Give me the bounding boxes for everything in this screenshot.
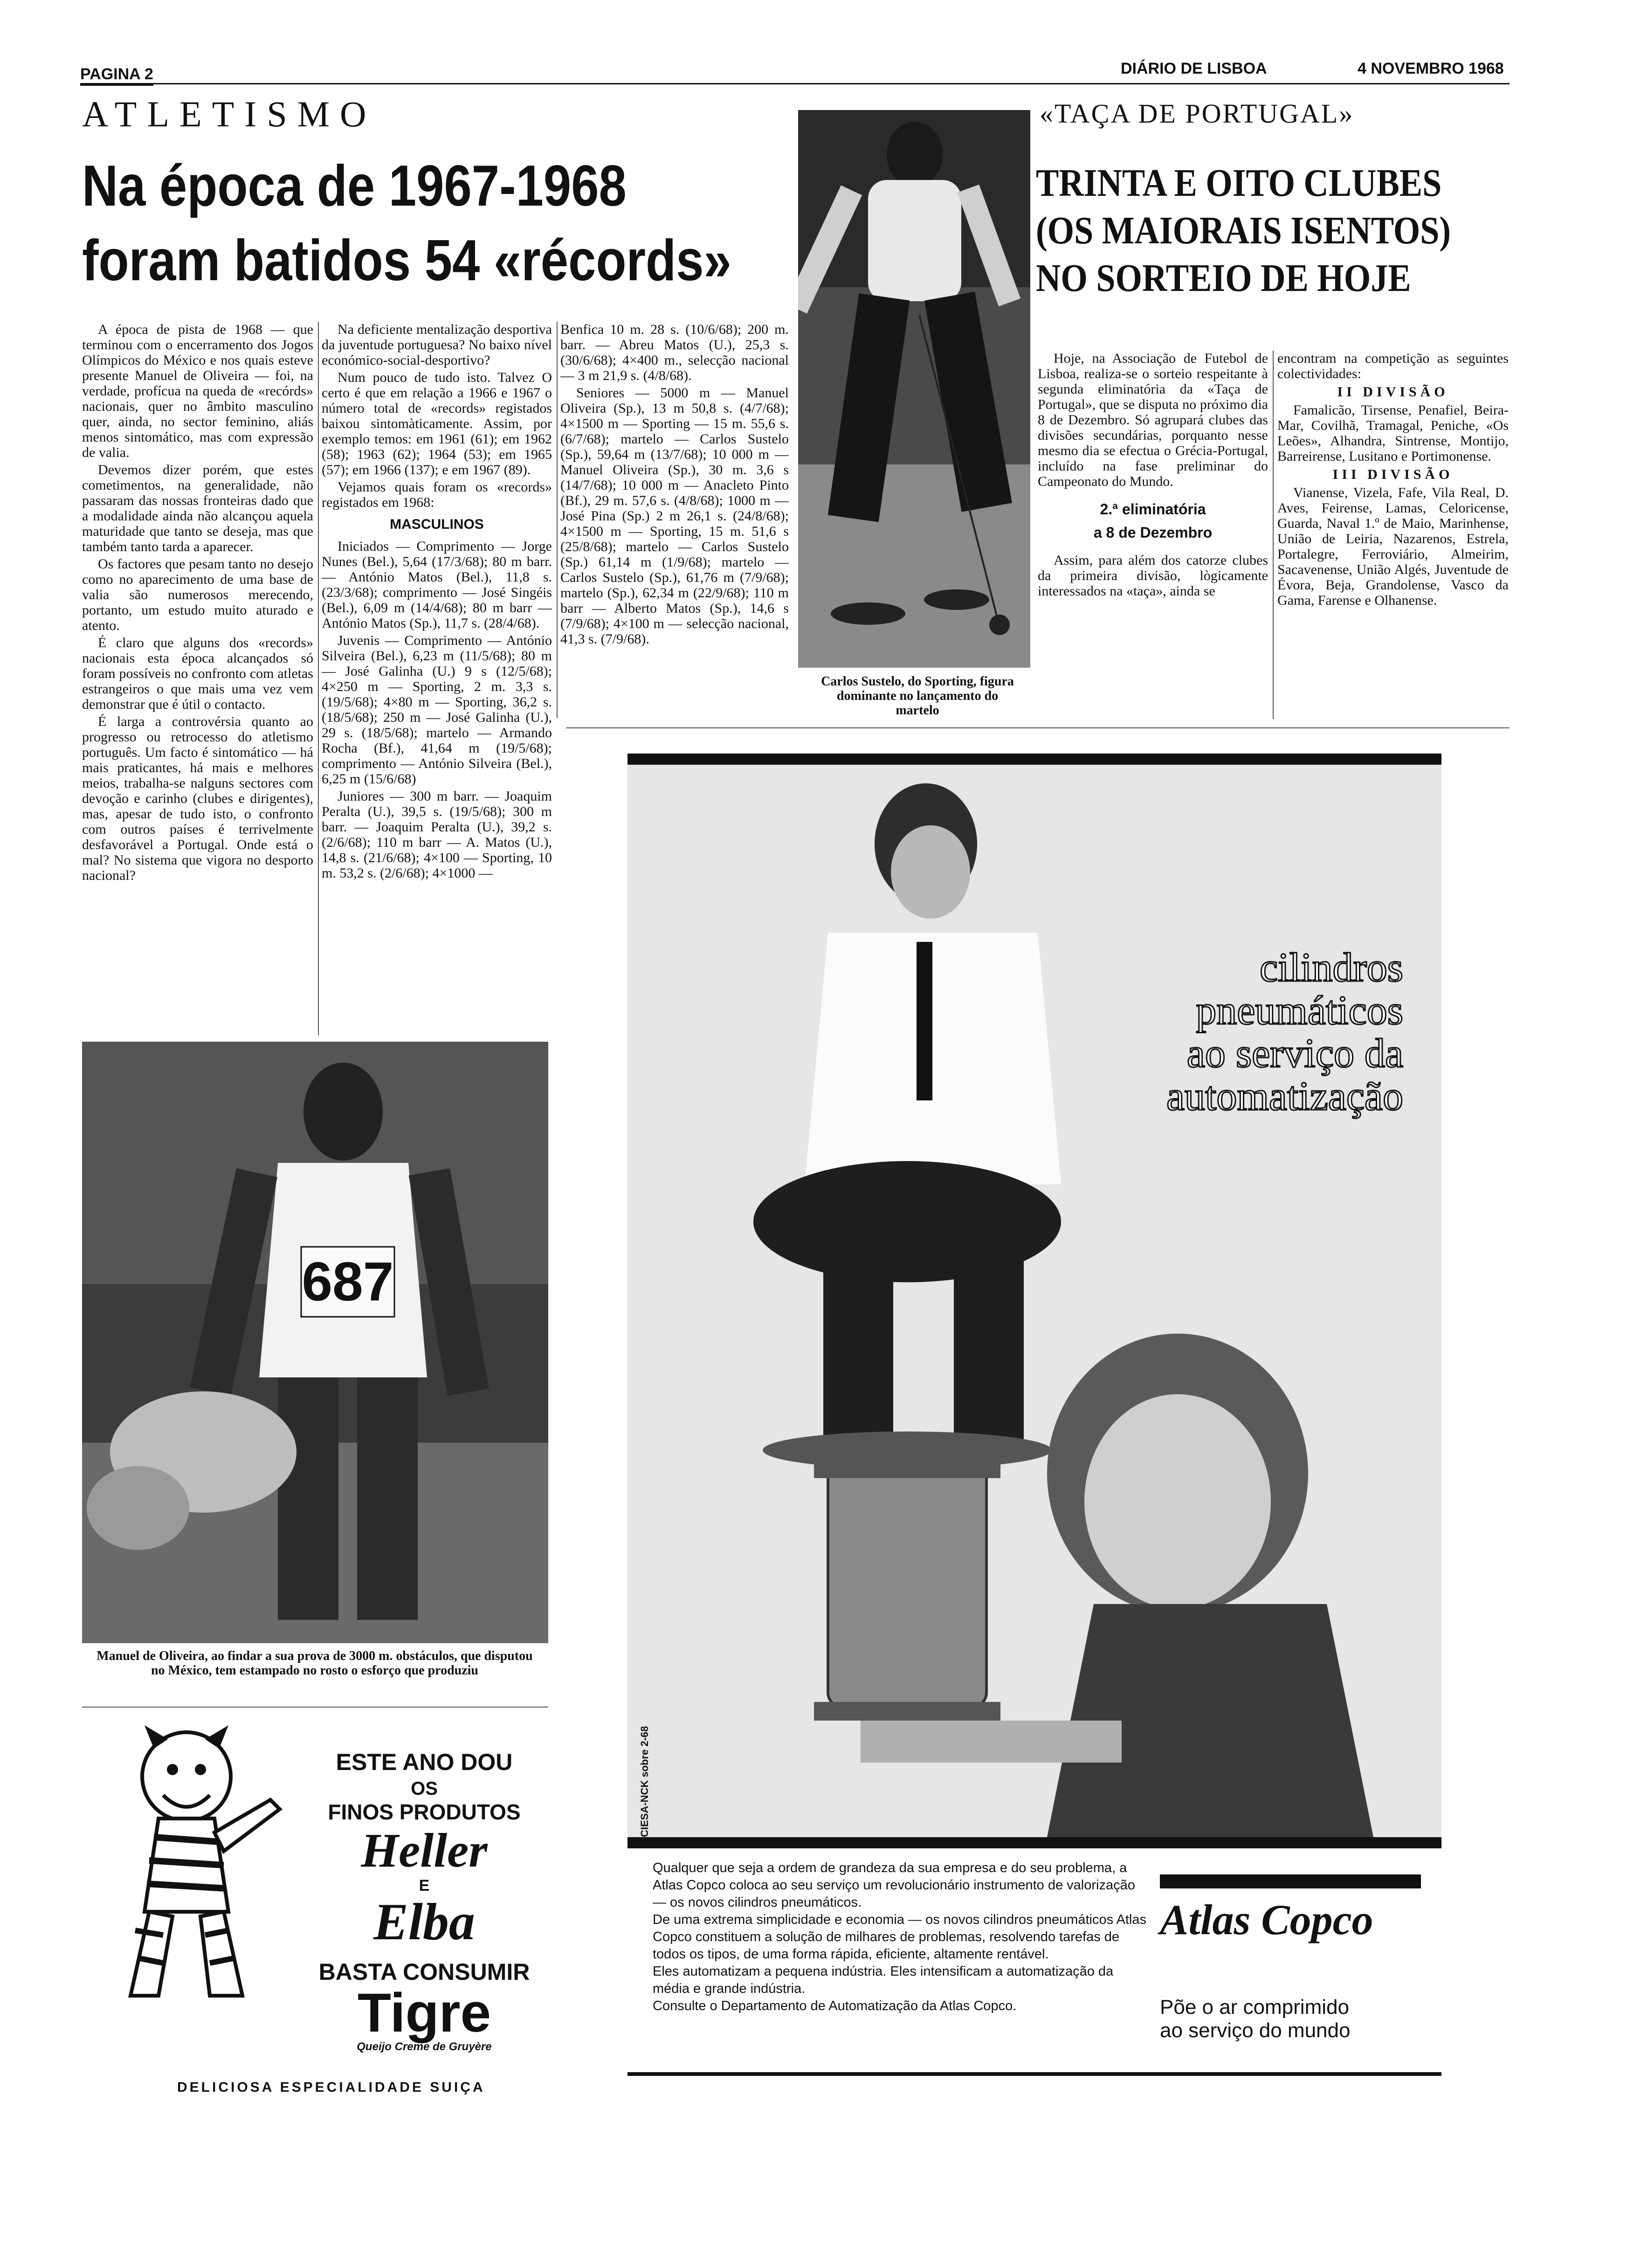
atlas-ad-copy: [653, 1860, 1147, 2015]
article-column-3: [560, 322, 789, 723]
brand-rule: [1160, 1874, 1421, 1888]
paragraph: Devemos dizer porém, que estes cometimentos, na generalidade, não passaram das nossas fronteiras dado que a modalidade ainda não alcançou aquela maturidade que tanto se deseja, mas que também tanto tarda a aparecer.: [82, 462, 313, 554]
tigre-line-2: OS: [411, 1778, 438, 1799]
ad-headline-line-3: ao serviço da: [1186, 1031, 1403, 1076]
tigre-footer: DELICIOSA ESPECIALIDADE SUIÇA: [177, 2080, 485, 2095]
elba-logo: Elba: [373, 1893, 475, 1951]
ad-copy-paragraph: Consulte o Departamento de Automatização da Atlas Copco.: [653, 1998, 1017, 2013]
ad-headline-line-1: cilindros: [1260, 945, 1403, 990]
paragraph: Num pouco de tudo isto. Talvez O certo é que em relação a 1966 e 1967 o número total de «records» registados baixou sintomàticamente. Assim, por exemplo temos: em 1961 (61); em 1962 (58); 1963 (62); 1964 (53); em 1965 (57); em 1966 (137); e em 1967 (89).: [322, 370, 552, 477]
hammer-thrower-photo: [798, 110, 1030, 668]
paragraph: Os factores que pesam tanto no desejo como no aparecimento de uma base de valia são numerosos merecendo, portanto, um estudo muito aturado e atento.: [82, 556, 313, 633]
ad-bottom-bar: [627, 1837, 1441, 1848]
issue-date: 4 NOVEMBRO 1968: [1358, 60, 1504, 77]
tigre-ad-copy: [303, 1749, 545, 2054]
taca-continuation: encontram na competição as seguintes colectividades:: [1277, 351, 1509, 381]
ad-headline-line-2: pneumáticos: [1196, 988, 1403, 1033]
runner-photo-caption: Manuel de Oliveira, ao findar a sua prova de 3000 m. obstáculos, que disputou no México, tem estampado no rosto o esforço que produziu: [97, 1649, 533, 1678]
tiger-mascot-icon: [103, 1716, 298, 2014]
records-seniores: Seniores — 5000 m — Manuel Oliveira (Sp.), 13 m 50,8 s. (4/7/68); 4×1500 m — Sporting — 15 m. 55,6 s. (6/7/68); martelo — Carlos Sustelo (Sp.), 59,64 m (13/7/68); 10 000 m — Manuel Oliveira (Sp.), 30 m. 3,6 s (14/7/68); 10 000 m — Anacleto Pinto (Bf.), 29 m. 57,6 s. (4/8/68); 1000 m — José Pina (Sp.) 2 m 26,1 s. (24/8/68); 4×1500 m — Sporting, 15 m. 51,6 s (25/8/68); martelo — Carlos Sustelo (Sp.) 61,14 m (1/9/68); martelo — Carlos Sustelo (Sp.), 61,76 m (7/9/68); martelo (Sp.), 62,34 m (22/9/68); 110 m barr — Alberto Matos (Sp.), 14,6 s (7/9/68); 4×100 m — selecção nacional, 41,3 s. (7/9/68).: [560, 385, 789, 647]
headline-line-1: Na época de 1967-1968: [82, 154, 627, 218]
taca-headline: [1036, 159, 1507, 302]
ad-agency-credit: CIESA-NCK sobre 2-68: [639, 1726, 650, 1837]
ad-copy-paragraph: Eles automatizam a pequena indústria. Eles intensificam a automatização da média e grande indústria.: [653, 1964, 1114, 1996]
paragraph: Na deficiente mentalização desportiva da juventude portuguesa? No baixo nível económico-social-desportivo?: [322, 322, 552, 368]
taca-headline-line-2: (OS MAIORAIS ISENTOS): [1036, 209, 1451, 252]
division-3-clubs: Vianense, Vizela, Fafe, Vila Real, D. Aves, Feirense, Lamas, Celoricense, Guarda, Naval 1.º de Maio, Marinhense, União de Leiria, Nazarenos, Estrela, Portalegre, Ferroviário, Almeirim, Sacavenense, União Algés, Juventude de Évora, Beja, Grandolense, Vasco da Gama, Farense e Olhanense.: [1277, 485, 1509, 608]
taca-column-1: [1038, 351, 1268, 724]
taca-paragraph: Assim, para além dos catorze clubes da primeira divisão, lògicamente interessados na «taça», ainda se: [1038, 553, 1268, 599]
runner-photo: [82, 1042, 548, 1643]
tigre-conjunction: E: [419, 1877, 430, 1895]
runner-image: [82, 1042, 548, 1643]
division-3-title: III DIVISÃO: [1332, 467, 1454, 482]
paragraph: É larga a controvérsia quanto ao progresso ou retrocesso do atletismo português. Um facto é sintomático — há mais praticantes, há mais e melhores meios, trabalha-se nalguns sectores com devoção e carinho (clubes e dirigentes), mas, apesar de tudo isto, o confronto com outros países é terrivelmente desfavorável a Portugal. Onde está o mal? No sistema que vigora no desporto nacional?: [82, 714, 313, 883]
headline-line-2: foram batidos 54 «récords»: [82, 228, 731, 293]
paragraph: Vejamos quais foram os «records» registados em 1968:: [322, 479, 552, 510]
division-2-title: II DIVISÃO: [1337, 384, 1449, 400]
tigre-line-1: ESTE ANO DOU: [336, 1749, 513, 1775]
tiger-illustration: [103, 1716, 298, 2014]
tigre-line-3: FINOS PRODUTOS: [328, 1800, 521, 1824]
paragraph: É claro que alguns dos «records» nacionais esta época alcançados só foram possíveis no confronto com atletas estrangeiros o que mais uma vez vem demonstrar que é útil o contacto.: [82, 635, 313, 712]
ad-copy-paragraph: Qualquer que seja a ordem de grandeza da sua empresa e do seu problema, a Atlas Copco coloca ao seu serviço um revolucionário instrumento de valorização — os novos cilindros pneumáticos.: [653, 1860, 1135, 1910]
hammer-thrower-image: [798, 110, 1030, 668]
tigre-logo: Tigre: [357, 1982, 491, 2044]
records-juniores: Juniores — 300 m barr. — Joaquim Peralta (U.), 39,5 s. (19/5/68); 300 m barr. — Joaquim Peralta (U.), 39,2 s. (2/6/68); 110 m barr — A. Matos (U.), 14,8 s. (21/6/68); 4×100 — Sporting, 10 m. 53,2 s. (2/6/68); 4×1000 —: [322, 788, 552, 881]
newspaper-name: DIÁRIO DE LISBOA: [1121, 60, 1267, 77]
records-juvenis: Juvenis — Comprimento — António Silveira (Bel.), 6,23 m (11/5/68); 80 m — José Galinha (U.) 9 s (12/5/68); 4×250 m — Sporting, 2 m. 3,3 s. (19/5/68); 4×80 m — Sporting, 36,2 s. (18/5/68); 250 m — José Galinha (U.), 29 s. (18/5/68); martelo — Armando Rocha (Bf.), 41,64 m (19/5/68); comprimento — António Silveira (Bel.), 6,25 m (15/6/68): [322, 633, 552, 787]
atlas-copco-logo: Atlas Copco: [1160, 1896, 1373, 1943]
section-kicker: ATLETISMO: [82, 94, 377, 134]
heller-logo: Heller: [361, 1824, 488, 1877]
tigre-subline: Queijo Creme de Gruyère: [357, 2040, 492, 2053]
subheading-masculinos: MASCULINOS: [390, 517, 484, 532]
atlas-ad-photo: [627, 765, 1441, 1837]
ad-tagline-1: Põe o ar comprimido: [1160, 1996, 1349, 2019]
ad-copy-paragraph: De uma extrema simplicidade e economia — os novos cilindros pneumáticos Atlas Copco constituem a solução de milhares de problemas, resolvendo tarefas de todos os tipos, de uma forma rápida, eficiente, altamente rentável.: [653, 1912, 1146, 1962]
article-column-1: [82, 322, 313, 1039]
paragraph: A época de pista de 1968 — que terminou com o encerramento dos Jogos Olímpicos do México e nos quais esteve presente Manuel de Oliveira — foi, na verdade, profícua na queda de «recórds» nacionais, quer no âmbito masculino quer, ainda, no sector feminino, aliás menos sintomático, mas com expressão de valia.: [82, 322, 313, 460]
atlas-ad-headline: [1058, 947, 1403, 1118]
page-number: PAGINA 2: [80, 65, 153, 86]
taca-headline-line-1: TRINTA E OITO CLUBES: [1036, 161, 1442, 205]
taca-headline-line-3: NO SORTEIO DE HOJE: [1036, 256, 1411, 300]
ad-tagline-2: ao serviço do mundo: [1160, 2019, 1351, 2042]
bib-number: 687: [302, 1251, 394, 1313]
hammer-photo-caption: Carlos Sustelo, do Sporting, figura dominante no lançamento do martelo: [821, 674, 1014, 718]
ad-frame-bottom: [627, 2072, 1441, 2076]
eliminatoria-label: 2.ª eliminatória: [1100, 501, 1206, 518]
eliminatoria-date: a 8 de Dezembro: [1093, 524, 1213, 541]
records-iniciados: Iniciados — Comprimento — Jorge Nunes (Bel.), 5,64 (17/3/68); 80 m barr. — António Matos (Bel.), 11,8 s. (23/3/68); comprimento — José Singéis (Bel.), 6,09 m (14/4/68); 80 m barr — António Matos (Sp.), 11,7 s. (28/4/68).: [322, 539, 552, 631]
header-rule: [80, 83, 1510, 84]
division-2-clubs: Famalicão, Tirsense, Penafiel, Beira-Mar, Covilhã, Tramagal, Peniche, «Os Leões», Alhandra, Sintrense, Montijo, Barreirense, Lusitano e Portimonense.: [1277, 402, 1509, 464]
article-column-2: [322, 322, 552, 1039]
atlas-ad-image: [627, 765, 1441, 1837]
paragraph: Benfica 10 m. 28 s. (10/6/68); 200 m. barr. — Abreu Matos (U.), 25,3 s. (30/6/68); 4×400 m., selecção nacional — 3 m 21,9 s. (4/8/68).: [560, 322, 789, 383]
taca-intro: Hoje, na Associação de Futebol de Lisboa, realiza-se o sorteio respeitante à segunda eliminatória da «Taça de Portugal», que se disputa no próximo dia 8 de Dezembro. Só agrupará clubes das divisões secundárias, porquanto nesse mesmo dia se efectua o Grécia-Portugal, incluído na fase preliminar do Campeonato do Mundo.: [1038, 351, 1268, 489]
tigre-line-4: BASTA CONSUMIR: [318, 1959, 530, 1985]
ad-top-bar: [627, 754, 1441, 765]
ad-headline-line-4: automatização: [1166, 1074, 1403, 1119]
taca-kicker: «TAÇA DE PORTUGAL»: [1040, 98, 1354, 129]
taca-column-2: [1277, 351, 1509, 724]
